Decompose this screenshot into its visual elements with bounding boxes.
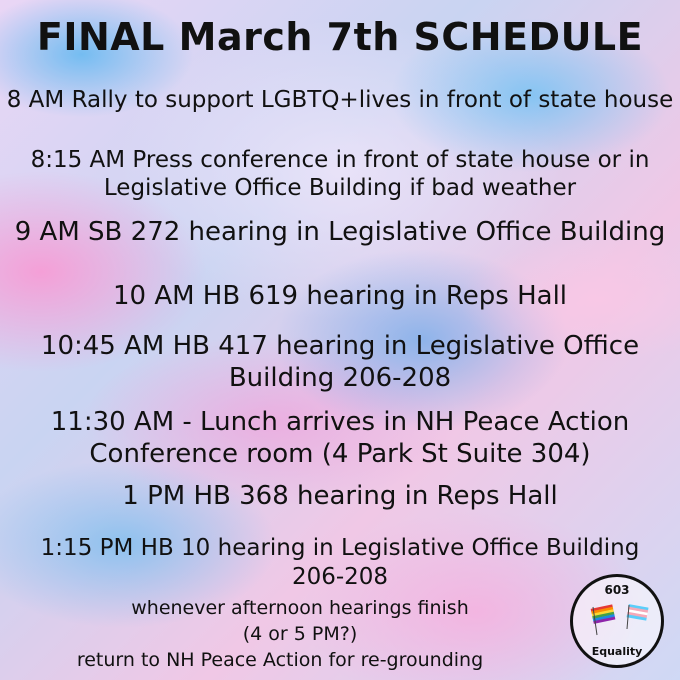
603-equality-logo bbox=[570, 574, 664, 668]
schedule-line-regrounding: return to NH Peace Action for re-grounding bbox=[76, 649, 484, 671]
schedule-line-press-1: 8:15 AM Press conference in front of state house or in bbox=[30, 147, 650, 173]
schedule-title: FINAL March 7th SCHEDULE bbox=[36, 15, 644, 59]
schedule-line-finish: whenever afternoon hearings finish bbox=[131, 597, 469, 619]
logo-word: Equality bbox=[591, 645, 643, 658]
logo-number: 603 bbox=[604, 583, 630, 597]
schedule-line-lunch-2: Conference room (4 Park St Suite 304) bbox=[89, 439, 591, 469]
schedule-line-sb272: 9 AM SB 272 hearing in Legislative Office Building bbox=[14, 217, 666, 247]
schedule-line-finish-time: (4 or 5 PM?) bbox=[242, 623, 358, 645]
schedule-line-hb417-1: 10:45 AM HB 417 hearing in Legislative Office bbox=[40, 331, 640, 361]
schedule-line-lunch-1: 11:30 AM - Lunch arrives in NH Peace Action bbox=[50, 407, 630, 437]
pride-flags-icon bbox=[583, 599, 653, 639]
schedule-line-hb10-1: 1:15 PM HB 10 hearing in Legislative Office Building bbox=[40, 535, 640, 561]
schedule-line-hb10-2: 206-208 bbox=[291, 564, 389, 590]
schedule-line-hb417-2: Building 206-208 bbox=[228, 363, 452, 393]
schedule-line-hb368: 1 PM HB 368 hearing in Reps Hall bbox=[122, 481, 558, 511]
schedule-line-press-2: Legislative Office Building if bad weather bbox=[103, 175, 577, 201]
schedule-line-hb619: 10 AM HB 619 hearing in Reps Hall bbox=[112, 281, 568, 311]
schedule-line-rally: 8 AM Rally to support LGBTQ+lives in front of state house bbox=[6, 87, 674, 113]
